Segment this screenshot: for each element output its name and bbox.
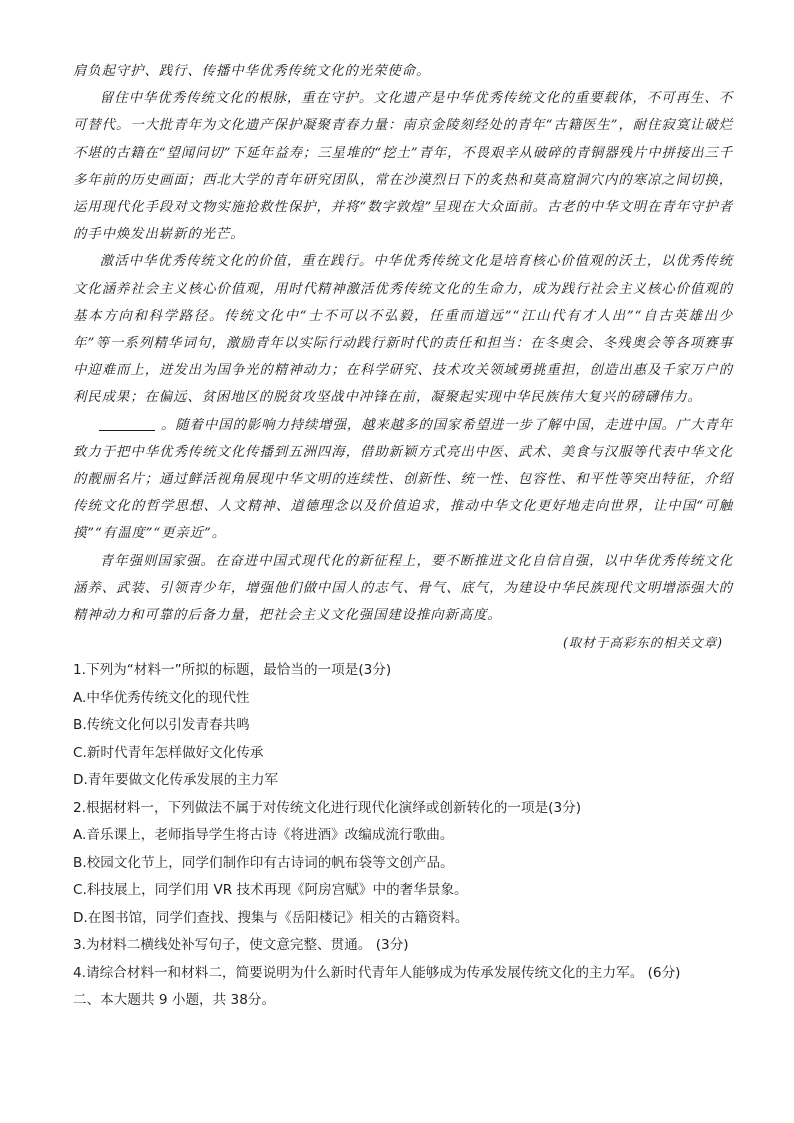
question-2: 2.根据材料一，下列做法不属于对传统文化进行现代化演绎或创新转化的一项是(3分): [73, 799, 582, 816]
question-1-option-c: C.新时代青年怎样做好文化传承: [73, 744, 264, 761]
passage-paragraph-2: 激活中华优秀传统文化的价值，重在践行。中华优秀传统文化是培育核心价值观的沃土，以优秀传统文化涵养社会主义核心价值观，用时代精神激活优秀传统文化的生命力，成为践行社会主义核心价值观的基本方向和科学路径。传统文化中“士不可以不弘毅，任重而道远”“江山代有才人出”“自古英雄出少年”等一系列精华词句，激励青年以实际行动践行新时代的责任和担当：在冬奥会、冬残奥会等各项赛事中迎难而上，迸发出为国争光的精神动力；在科学研究、技术攻关领域勇挑重担，创造出惠及千家万户的利民成果；在偏远、贫困地区的脱贫攻坚战中冲锋在前，凝聚起实现中华民族伟大复兴的磅礴伟力。: [73, 254, 733, 406]
question-3: 3.为材料二横线处补写句子，使文意完整、贯通。 (3分): [73, 937, 409, 953]
question-2-option-c: C.科技展上，同学们用 VR 技术再现《阿房宫赋》中的奢华景象。: [73, 882, 468, 898]
passage-paragraph-1: 留住中华优秀传统文化的根脉，重在守护。文化遗产是中华优秀传统文化的重要载体，不可再生、不可替代。一大批青年为文化遗产保护凝聚青春力量：南京金陵刻经处的青年“古籍医生”，耐住寂寞让破烂不堪的古籍在“望闻问切”下延年益寿；三星堆的“挖土”青年，不畏艰辛从破碎的青铜器残片中拼接出三千多年前的历史画面；西北大学的青年研究团队，常在沙漠烈日下的炙热和莫高窟洞穴内的寒凉之间切换，运用现代化手段对文物实施抢救性保护，并将“数字敦煌”呈现在大众面前。古老的中华文明在青年守护者的手中焕发出崭新的光芒。: [73, 91, 733, 243]
question-2-option-d: D.在图书馆，同学们查找、搜集与《岳阳楼记》相关的古籍资料。: [73, 909, 469, 926]
section-heading-2: 二、本大题共 9 小题，共 38分。: [73, 992, 276, 1008]
question-1-option-a: A.中华优秀传统文化的现代性: [73, 689, 250, 706]
question-2-option-a: A.音乐课上，老师指导学生将古诗《将进酒》改编成流行歌曲。: [73, 827, 454, 843]
passage-paragraph-3-text: 。随着中国的影响力持续增强，越来越多的国家希望进一步了解中国，走进中国。广大青年致力于把中华优秀传统文化传播到五洲四海，借助新颖方式亮出中医、武术、美食与汉服等代表中华文化的靓丽名片；通过鲜活视角展现中华文明的连续性、创新性、统一性、包容性、和平性等突出特征，介绍传统文化的哲学思想、人文精神、道德理念以及价值追求，推动中华文化更好地走向世界，让中国“可触摸”“有温度”“更亲近”。: [73, 417, 733, 542]
question-1-option-d: D.青年要做文化传承发展的主力军: [73, 772, 279, 788]
passage-paragraph-0: 肩负起守护、践行、传播中华优秀传统文化的光荣使命。: [73, 64, 431, 79]
passage-paragraph-4: 青年强则国家强。在奋进中国式现代化的新征程上，要不断推进文化自信自强，以中华优秀传统文化涵养、武装、引领青少年，增强他们做中国人的志气、骨气、底气，为建设中华民族现代文明增添强大的精神动力和可靠的后备力量，把社会主义文化强国建设推向新高度。: [73, 553, 733, 624]
passage-paragraph-3: [73, 412, 733, 548]
question-1-option-b: B.传统文化何以引发青春共鸣: [73, 717, 250, 733]
question-2-option-b: B.校园文化节上，同学们制作印有古诗词的帆布袋等文创产品。: [73, 854, 454, 871]
question-4: 4.请综合材料一和材料二，简要说明为什么新时代青年人能够成为传承发展传统文化的主力军。 (6分): [73, 964, 681, 981]
reading-passage: [73, 58, 733, 656]
question-1: 1.下列为“材料一”所拟的标题，最恰当的一项是(3分): [73, 662, 392, 678]
source-citation: (取材于高彩东的相关文章): [562, 635, 723, 651]
fill-in-blank[interactable]: [99, 414, 155, 431]
question-list: [73, 657, 733, 1015]
